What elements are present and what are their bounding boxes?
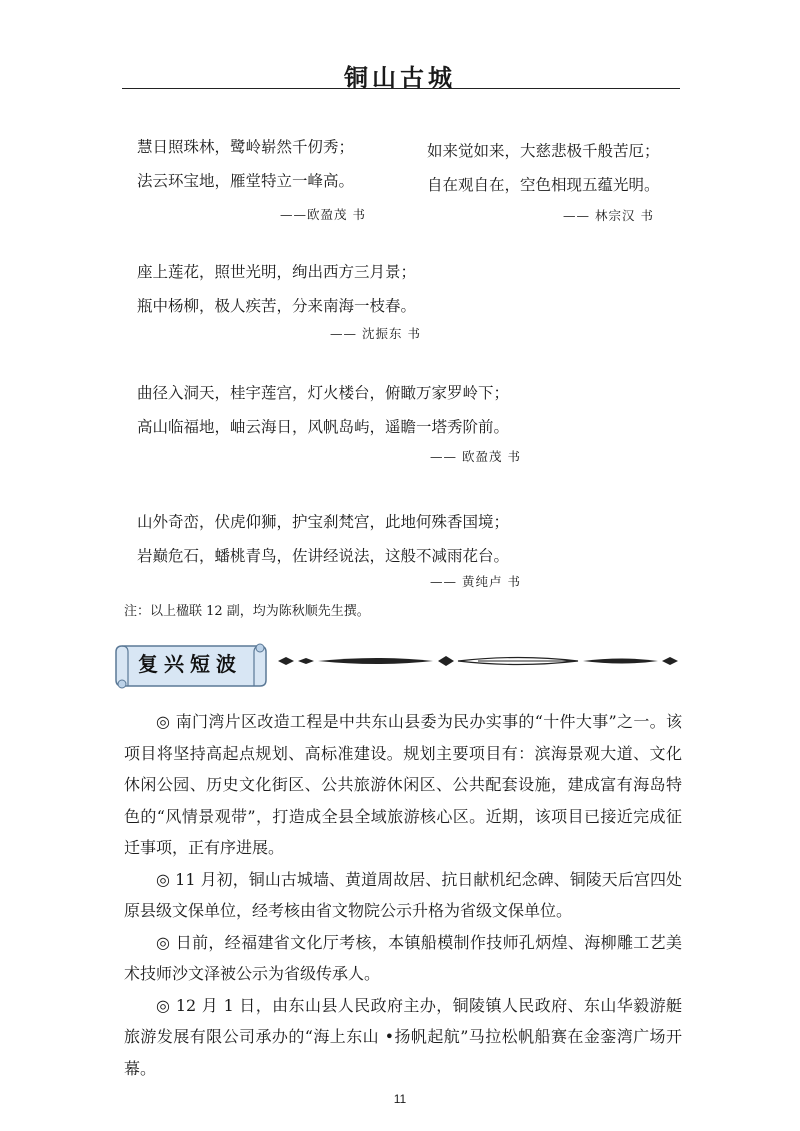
diamond-ornament-divider-icon — [278, 653, 683, 669]
news-section — [124, 706, 682, 1084]
couplet-line: 曲径入洞天，桂宇莲宫，灯火楼台，俯瞰万家罗岭下； — [137, 384, 510, 402]
couplet-line: 岩巅危石，蟠桃青鸟，佐讲经说法，这般不减雨花台。 — [137, 547, 510, 565]
couplet-line: 自在观自在，空色相现五蕴光明。 — [427, 176, 660, 194]
couplet-line: 山外奇峦，伏虎仰狮，护宝刹梵宫，此地何殊香国境； — [137, 513, 510, 531]
couplet-1 — [137, 130, 354, 198]
page-header-title: 铜山古城 — [344, 63, 456, 92]
section-title: 复兴短波 — [138, 652, 242, 676]
page-number: 11 — [393, 1092, 407, 1106]
header-divider — [122, 88, 680, 89]
couplet-signature: —— 欧盈茂 书 — [430, 449, 521, 464]
couplet-line: 慧日照珠林，鹭岭崭然千仞秀； — [137, 138, 355, 156]
couplet-signature: —— 黄纯卢 书 — [430, 574, 521, 589]
couplet-4 — [137, 376, 509, 444]
couplet-line: 座上莲花，照世光明，绚出西方三月景； — [137, 263, 417, 281]
couplet-2 — [427, 134, 660, 202]
news-item: ◎ 12 月 1 日，由东山县人民政府主办，铜陵镇人民政府、东山华毅游艇旅游发展有限公司承办的“海上东山 •扬帆起航”马拉松帆船赛在金銮湾广场开幕。 — [124, 995, 682, 1078]
news-item: ◎ 南门湾片区改造工程是中共东山县委为民办实事的“十件大事”之一。该项目将坚持高起点规划、高标准建设。规划主要项目有：滨海景观大道、文化休闲公园、历史文化街区、公共旅游休闲区、公共配套设施，建成富有海岛特色的“风情景观带”，打造成全县全域旅游核心区。近期，该项目已接近完成征迁事项，正有序进展。 — [124, 712, 682, 857]
footnote: 注：以上楹联 12 副，均为陈秋顺先生撰。 — [124, 604, 370, 619]
couplet-line: 高山临福地，岫云海日，风帆岛屿，遥瞻一塔秀阶前。 — [137, 418, 510, 436]
couplet-signature: ——欧盈茂 书 — [280, 207, 366, 222]
news-item: ◎ 11 月初，铜山古城墙、黄道周故居、抗日献机纪念碑、铜陵天后宫四处原县级文保单位，经考核由省文物院公示升格为省级文保单位。 — [124, 869, 682, 920]
couplet-5 — [137, 505, 509, 573]
couplet-line: 瓶中杨柳，极人疾苦，分来南海一枝春。 — [137, 297, 417, 315]
couplet-line: 如来觉如来，大慈悲极千般苦厄； — [427, 142, 660, 160]
couplet-line: 法云环宝地，雁堂特立一峰高。 — [137, 172, 355, 190]
couplet-3 — [137, 255, 416, 323]
couplet-signature: —— 沈振东 书 — [330, 326, 421, 341]
news-item: ◎ 日前，经福建省文化厅考核，本镇船模制作技师孔炳煌、海柳雕工艺美术技师沙文泽被公示为省级传承人。 — [124, 932, 682, 983]
couplet-signature: —— 林宗汉 书 — [563, 208, 654, 223]
